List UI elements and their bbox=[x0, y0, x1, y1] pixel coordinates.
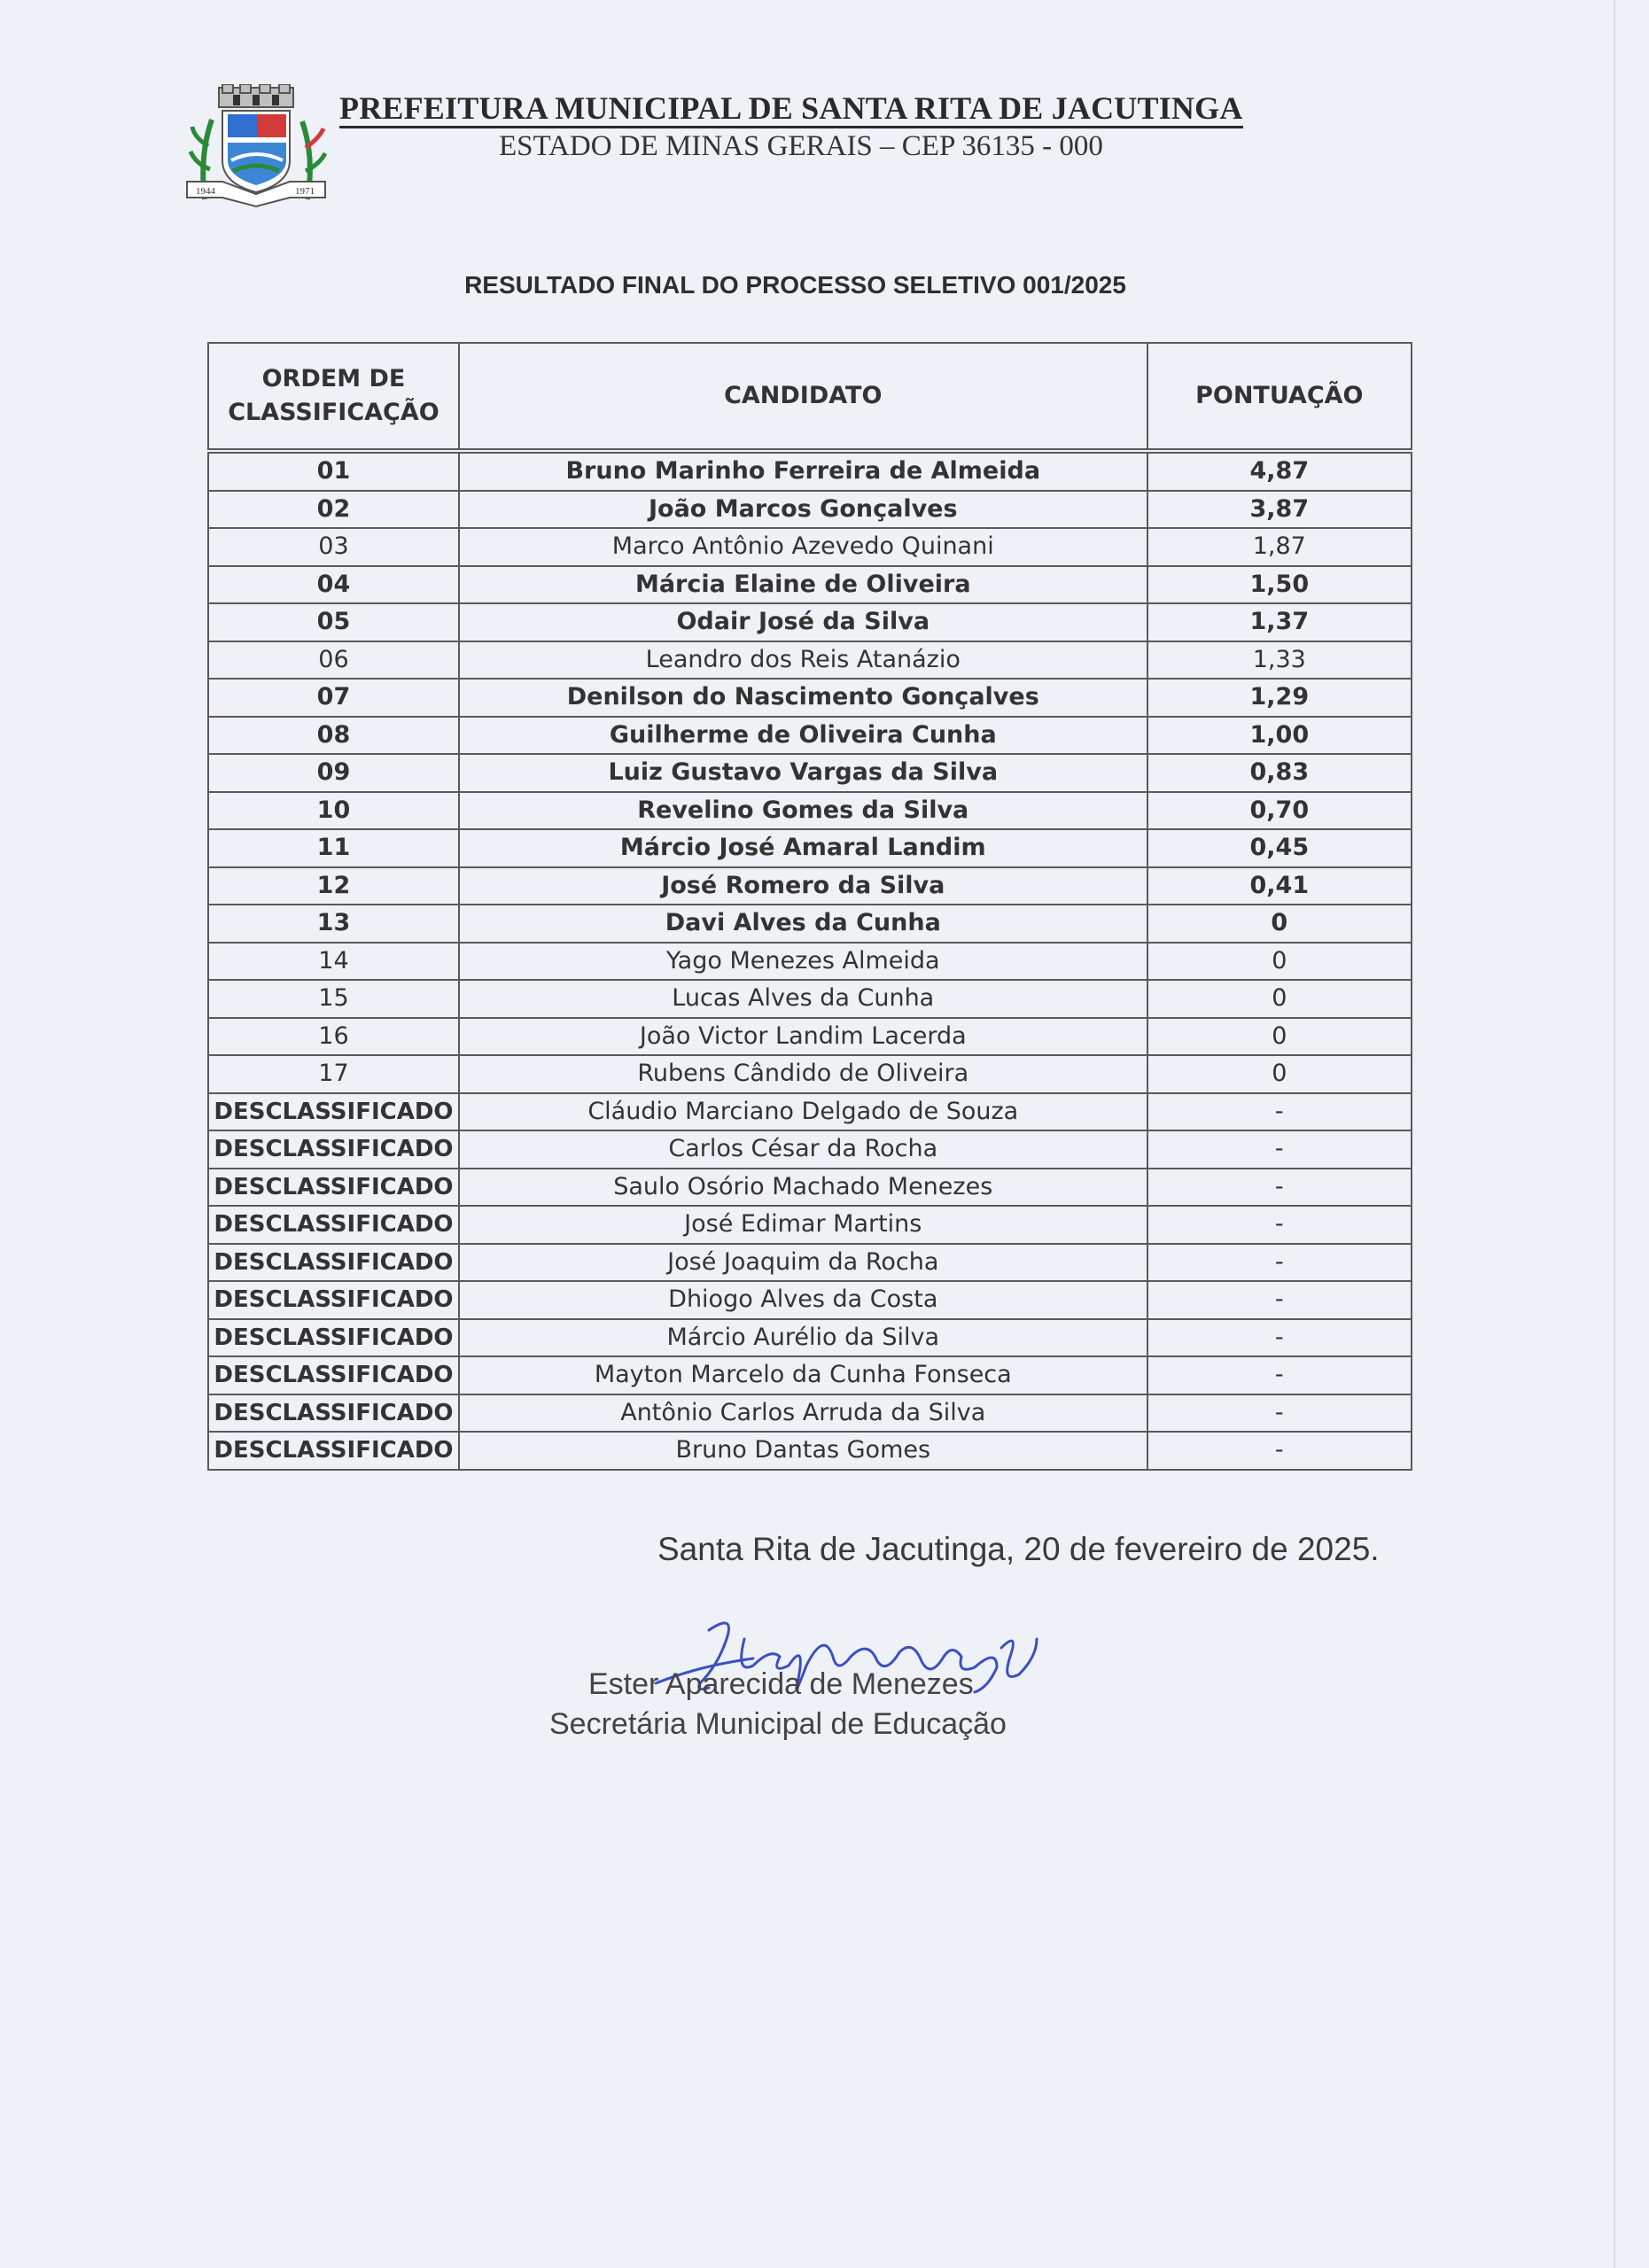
rank-cell: 13 bbox=[208, 905, 459, 943]
rank-cell: 03 bbox=[208, 528, 459, 566]
rank-cell: 08 bbox=[208, 717, 459, 755]
signatory-role: Secretária Municipal de Educação bbox=[549, 1707, 1007, 1741]
score-cell: 0 bbox=[1147, 905, 1412, 943]
score-cell: 1,87 bbox=[1147, 528, 1412, 566]
document-title: RESULTADO FINAL DO PROCESSO SELETIVO 001/2025 bbox=[464, 271, 1126, 299]
candidate-cell: Carlos César da Rocha bbox=[459, 1130, 1147, 1169]
score-cell: 0 bbox=[1147, 1055, 1412, 1093]
candidate-cell: Márcio Aurélio da Silva bbox=[459, 1319, 1147, 1357]
candidate-cell: Antônio Carlos Arruda da Silva bbox=[459, 1394, 1147, 1433]
score-cell: 0,45 bbox=[1147, 829, 1412, 867]
score-cell: - bbox=[1147, 1394, 1412, 1433]
score-cell: 0,41 bbox=[1147, 867, 1412, 905]
rank-cell: 12 bbox=[208, 867, 459, 905]
rank-cell: DESCLASSIFICADO bbox=[208, 1206, 459, 1244]
results-table bbox=[207, 342, 1412, 1471]
score-cell: - bbox=[1147, 1244, 1412, 1282]
candidate-cell: João Victor Landim Lacerda bbox=[459, 1018, 1147, 1056]
score-cell: - bbox=[1147, 1319, 1412, 1357]
table-row bbox=[208, 1206, 1412, 1244]
score-cell: 0,83 bbox=[1147, 754, 1412, 792]
score-cell: - bbox=[1147, 1169, 1412, 1207]
candidate-cell: Lucas Alves da Cunha bbox=[459, 980, 1147, 1018]
rank-cell: DESCLASSIFICADO bbox=[208, 1169, 459, 1207]
candidate-cell: Dhiogo Alves da Costa bbox=[459, 1281, 1147, 1319]
table-row bbox=[208, 566, 1412, 604]
rank-cell: 17 bbox=[208, 1055, 459, 1093]
score-cell: 0 bbox=[1147, 1018, 1412, 1056]
rank-cell: DESCLASSIFICADO bbox=[208, 1093, 459, 1131]
candidate-cell: Rubens Cândido de Oliveira bbox=[459, 1055, 1147, 1093]
table-row bbox=[208, 717, 1412, 755]
candidate-cell: Odair José da Silva bbox=[459, 603, 1147, 641]
score-cell: 4,87 bbox=[1147, 451, 1412, 491]
candidate-cell: Luiz Gustavo Vargas da Silva bbox=[459, 754, 1147, 792]
rank-header-line2: CLASSIFICAÇÃO bbox=[228, 399, 439, 426]
score-cell: - bbox=[1147, 1093, 1412, 1131]
rank-cell: DESCLASSIFICADO bbox=[208, 1281, 459, 1319]
table-row bbox=[208, 491, 1412, 529]
table-row bbox=[208, 867, 1412, 905]
table-row bbox=[208, 1055, 1412, 1093]
score-cell: 1,00 bbox=[1147, 717, 1412, 755]
table-row bbox=[208, 792, 1412, 830]
table-row bbox=[208, 1093, 1412, 1131]
table-row bbox=[208, 1169, 1412, 1207]
rank-cell: 01 bbox=[208, 451, 459, 491]
candidate-cell: Márcio José Amaral Landim bbox=[459, 829, 1147, 867]
crest-year-right: 1971 bbox=[295, 186, 315, 197]
municipal-crest-logo bbox=[182, 84, 331, 208]
score-cell: 0 bbox=[1147, 980, 1412, 1018]
candidate-cell: Leandro dos Reis Atanázio bbox=[459, 641, 1147, 680]
score-cell: 0 bbox=[1147, 943, 1412, 981]
table-row bbox=[208, 829, 1412, 867]
signature-block bbox=[549, 1667, 1046, 1742]
table-row bbox=[208, 1356, 1412, 1394]
crest-year-left: 1944 bbox=[196, 186, 215, 197]
rank-cell: 14 bbox=[208, 943, 459, 981]
rank-cell: 09 bbox=[208, 754, 459, 792]
score-cell: 3,87 bbox=[1147, 491, 1412, 529]
rank-cell: DESCLASSIFICADO bbox=[208, 1356, 459, 1394]
candidate-cell: Bruno Marinho Ferreira de Almeida bbox=[459, 451, 1147, 491]
score-cell: - bbox=[1147, 1281, 1412, 1319]
table-row bbox=[208, 641, 1412, 680]
score-cell: - bbox=[1147, 1130, 1412, 1169]
score-cell: 1,50 bbox=[1147, 566, 1412, 604]
place-and-date: Santa Rita de Jacutinga, 20 de fevereiro de 2025. bbox=[657, 1531, 1380, 1567]
rank-cell: 10 bbox=[208, 792, 459, 830]
candidate-cell: Yago Menezes Almeida bbox=[459, 943, 1147, 981]
rank-cell: DESCLASSIFICADO bbox=[208, 1244, 459, 1282]
candidate-cell: João Marcos Gonçalves bbox=[459, 491, 1147, 529]
candidate-cell: Marco Antônio Azevedo Quinani bbox=[459, 528, 1147, 566]
candidate-cell: José Joaquim da Rocha bbox=[459, 1244, 1147, 1282]
letterhead bbox=[339, 90, 1243, 163]
state-cep-subtitle: ESTADO DE MINAS GERAIS – CEP 36135 - 000 bbox=[499, 130, 1103, 162]
table-header-row bbox=[208, 343, 1412, 451]
table-row bbox=[208, 1244, 1412, 1282]
table-row bbox=[208, 451, 1412, 491]
candidate-cell: Guilherme de Oliveira Cunha bbox=[459, 717, 1147, 755]
rank-cell: 07 bbox=[208, 679, 459, 717]
table-row bbox=[208, 679, 1412, 717]
rank-cell: 04 bbox=[208, 566, 459, 604]
table-row bbox=[208, 980, 1412, 1018]
candidate-cell: Revelino Gomes da Silva bbox=[459, 792, 1147, 830]
table-row bbox=[208, 1319, 1412, 1357]
table-body bbox=[208, 451, 1412, 1470]
signatory-name: Ester Aparecida de Menezes bbox=[588, 1667, 974, 1701]
score-column-header: PONTUAÇÃO bbox=[1147, 343, 1412, 451]
rank-cell: DESCLASSIFICADO bbox=[208, 1130, 459, 1169]
score-cell: 1,29 bbox=[1147, 679, 1412, 717]
score-cell: 1,37 bbox=[1147, 603, 1412, 641]
table-row bbox=[208, 1281, 1412, 1319]
rank-cell: DESCLASSIFICADO bbox=[208, 1394, 459, 1433]
rank-cell: 15 bbox=[208, 980, 459, 1018]
candidate-cell: Saulo Osório Machado Menezes bbox=[459, 1169, 1147, 1207]
candidate-cell: José Edimar Martins bbox=[459, 1206, 1147, 1244]
rank-column-header bbox=[208, 343, 459, 451]
candidate-cell: Davi Alves da Cunha bbox=[459, 905, 1147, 943]
rank-cell: DESCLASSIFICADO bbox=[208, 1319, 459, 1357]
score-cell: - bbox=[1147, 1432, 1412, 1470]
table-row bbox=[208, 603, 1412, 641]
municipality-title: PREFEITURA MUNICIPAL DE SANTA RITA DE JACUTINGA bbox=[339, 90, 1243, 128]
score-cell: 1,33 bbox=[1147, 641, 1412, 680]
rank-cell: 02 bbox=[208, 491, 459, 529]
table-row bbox=[208, 1432, 1412, 1470]
rank-header-line1: ORDEM DE bbox=[261, 365, 406, 392]
candidate-cell: Denilson do Nascimento Gonçalves bbox=[459, 679, 1147, 717]
table-row bbox=[208, 943, 1412, 981]
candidate-cell: Mayton Marcelo da Cunha Fonseca bbox=[459, 1356, 1147, 1394]
rank-cell: 11 bbox=[208, 829, 459, 867]
table-row bbox=[208, 905, 1412, 943]
page-edge bbox=[1614, 0, 1615, 2268]
score-cell: - bbox=[1147, 1206, 1412, 1244]
table-row bbox=[208, 1394, 1412, 1433]
table-row bbox=[208, 528, 1412, 566]
candidate-cell: Márcia Elaine de Oliveira bbox=[459, 566, 1147, 604]
candidate-cell: Cláudio Marciano Delgado de Souza bbox=[459, 1093, 1147, 1131]
table-row bbox=[208, 754, 1412, 792]
rank-cell: 06 bbox=[208, 641, 459, 680]
rank-cell: DESCLASSIFICADO bbox=[208, 1432, 459, 1470]
score-cell: - bbox=[1147, 1356, 1412, 1394]
rank-cell: 16 bbox=[208, 1018, 459, 1056]
rank-cell: 05 bbox=[208, 603, 459, 641]
score-cell: 0,70 bbox=[1147, 792, 1412, 830]
candidate-cell: José Romero da Silva bbox=[459, 867, 1147, 905]
candidate-column-header: CANDIDATO bbox=[459, 343, 1147, 451]
candidate-cell: Bruno Dantas Gomes bbox=[459, 1432, 1147, 1470]
table-row bbox=[208, 1130, 1412, 1169]
table-row bbox=[208, 1018, 1412, 1056]
